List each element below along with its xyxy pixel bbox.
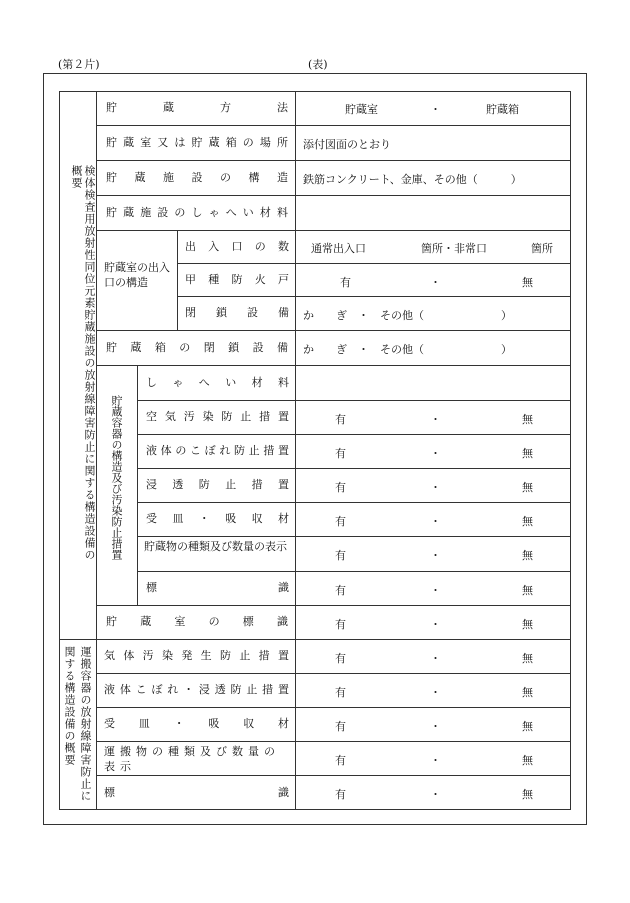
room-sign-yes: 有: [335, 618, 346, 631]
section1-title: 検体検査用放射性同位元素貯蔵施設の放射線障害防止に関する構造設備の概要: [70, 165, 96, 561]
container-row-2-dot: ・: [430, 447, 441, 460]
container-row-4-dot: ・: [430, 515, 441, 528]
container-row-6-yes: 有: [335, 584, 346, 597]
container-row-3-dot: ・: [430, 481, 441, 494]
transport-row-1-yes: 有: [335, 686, 346, 699]
fire-door-dot: ・: [430, 276, 441, 289]
container-row-2-no: 無: [522, 447, 533, 460]
room-sign-no: 無: [522, 618, 533, 631]
transport-row-4-yes: 有: [335, 788, 346, 801]
container-row-0-label: しゃへい材料: [146, 376, 289, 389]
location-label: 貯蔵室又は貯蔵箱の場所: [106, 136, 288, 149]
container-row-4-yes: 有: [335, 515, 346, 528]
room-sign-dot: ・: [430, 618, 441, 631]
transport-row-0-dot: ・: [430, 652, 441, 665]
box-closing-value: か ぎ ・ その他（ ）: [303, 343, 512, 356]
fire-door-no: 無: [522, 276, 533, 289]
side-label: (表): [308, 58, 328, 71]
transport-row-4-no: 無: [522, 788, 533, 801]
structure-value: 鉄筋コンクリート、金庫、その他（ ）: [303, 173, 522, 186]
container-row-6-dot: ・: [430, 584, 441, 597]
storage-method-option-room: 貯蔵室: [345, 103, 378, 116]
transport-row-2-dot: ・: [430, 720, 441, 733]
storage-method-dot: ・: [430, 103, 441, 116]
fire-door-yes: 有: [340, 276, 351, 289]
container-row-6-label: 標識: [146, 581, 289, 594]
room-sign-label: 貯蔵室の標識: [106, 615, 288, 628]
transport-row-1-dot: ・: [430, 686, 441, 699]
container-row-2-label: 液体のこぼれ防止措置: [146, 444, 289, 457]
storage-method-label: 貯蔵方法: [106, 101, 288, 114]
location-value: 添付図面のとおり: [303, 138, 391, 151]
transport-row-3-label: 運搬物の種類及び数量の表示: [104, 745, 280, 773]
transport-row-0-no: 無: [522, 652, 533, 665]
page-number: (第２片): [58, 58, 100, 71]
container-row-5-no: 無: [522, 549, 533, 562]
container-row-1-dot: ・: [430, 413, 441, 426]
transport-row-3-no: 無: [522, 754, 533, 767]
transport-row-1-no: 無: [522, 686, 533, 699]
transport-row-4-dot: ・: [430, 788, 441, 801]
fire-door-label: 甲種防火戸: [185, 273, 289, 286]
closing-label: 閉鎖設備: [185, 306, 289, 319]
section2-title-col1: 運搬容器の放射線障害防止に: [79, 646, 92, 802]
entrance-count-value: 通常出入口 箇所・非常口 箇所: [311, 242, 553, 255]
transport-row-1-label: 液体こぼれ・浸透防止措置: [104, 683, 289, 696]
container-row-1-label: 空気汚染防止措置: [146, 410, 289, 423]
container-row-3-yes: 有: [335, 481, 346, 494]
container-row-4-no: 無: [522, 515, 533, 528]
entrance-count-label: 出入口の数: [185, 240, 289, 253]
storage-method-option-box: 貯蔵箱: [486, 103, 519, 116]
transport-row-3-yes: 有: [335, 754, 346, 767]
shielding-label: 貯蔵施設のしゃへい材料: [106, 206, 288, 219]
transport-row-0-yes: 有: [335, 652, 346, 665]
container-row-1-yes: 有: [335, 413, 346, 426]
structure-label: 貯蔵施設の構造: [106, 171, 288, 184]
container-row-4-label: 受皿・吸収材: [146, 512, 289, 525]
closing-value: か ぎ ・ その他（ ）: [303, 309, 512, 322]
entrance-group-label: 貯蔵室の出入口の構造: [104, 261, 170, 289]
container-row-3-no: 無: [522, 481, 533, 494]
container-group-label: 貯蔵容器の構造及び汚染防止措置: [110, 395, 123, 560]
transport-row-3-dot: ・: [430, 754, 441, 767]
container-row-2-yes: 有: [335, 447, 346, 460]
container-row-5-label: 貯蔵物の種類及び数量の表示: [144, 540, 287, 553]
transport-row-2-yes: 有: [335, 720, 346, 733]
container-row-3-label: 浸透防止措置: [146, 478, 289, 491]
section2-title-col2: 関する構造設備の概要: [63, 646, 76, 766]
container-row-5-dot: ・: [430, 549, 441, 562]
transport-row-0-label: 気体汚染発生防止措置: [104, 649, 289, 662]
container-row-6-no: 無: [522, 584, 533, 597]
transport-row-2-no: 無: [522, 720, 533, 733]
container-row-1-no: 無: [522, 413, 533, 426]
transport-row-2-label: 受皿・吸収材: [104, 717, 289, 730]
transport-row-4-label: 標識: [104, 786, 289, 799]
box-closing-label: 貯蔵箱の閉鎖設備: [106, 341, 288, 354]
container-row-5-yes: 有: [335, 549, 346, 562]
